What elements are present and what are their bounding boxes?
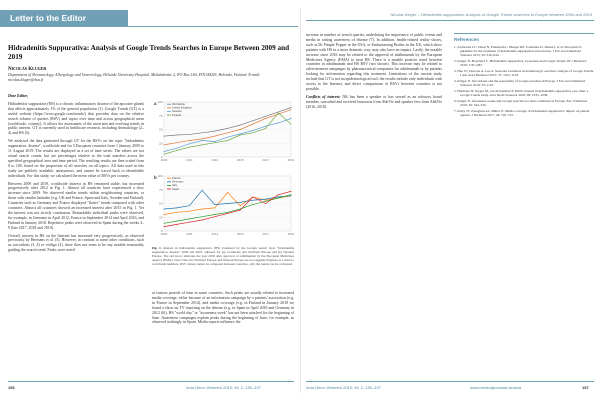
data-point (252, 196, 253, 197)
data-point (176, 150, 177, 151)
footer-right-page (582, 385, 589, 390)
data-point (291, 124, 292, 125)
data-point (252, 200, 253, 201)
data-point (214, 216, 215, 217)
data-point (240, 133, 241, 134)
data-point (176, 135, 177, 136)
data-point (252, 124, 253, 125)
legend-entry: France (172, 176, 181, 180)
chart-panel-a (154, 100, 294, 162)
data-point (189, 211, 190, 212)
y-tick-label: 100 (157, 174, 163, 178)
data-point (240, 125, 241, 126)
page-number-right: 157 (582, 385, 589, 390)
data-point (252, 130, 253, 131)
legend-entry: Finland (172, 112, 182, 117)
body-column-1 (8, 94, 144, 256)
x-tick-label: 2009 (160, 232, 168, 236)
data-point (189, 140, 190, 141)
y-tick-label: 25 (159, 215, 163, 220)
data-point (227, 192, 228, 193)
panel-label: b (154, 175, 157, 180)
y-tick-label: 75 (159, 113, 163, 118)
data-point (227, 203, 228, 204)
data-point (164, 226, 165, 227)
data-point (227, 128, 228, 129)
data-point (265, 126, 266, 127)
footer-rule-right (306, 381, 594, 382)
data-point (189, 205, 190, 206)
data-point (202, 190, 203, 191)
data-point (164, 136, 165, 137)
data-point (278, 111, 279, 112)
data-point (278, 113, 279, 114)
legend-entry: United Kingdom (172, 105, 192, 110)
data-point (214, 131, 215, 132)
conflicts-text: NK has been a speaker or has served as an advisory board member, consulted and received honoraria from AbbVie and speaker fees from AbbVie (2016–2018). (306, 94, 442, 109)
y-tick-label: 0 (160, 155, 163, 159)
y-tick-label: 100 (157, 100, 163, 104)
data-point (291, 107, 292, 108)
data-point (202, 216, 203, 217)
body-column-3 (306, 33, 442, 113)
data-point (164, 151, 165, 152)
reference-item: 1. Zouboulis CC, Desai N, Emtestam L, Hunger RE, Ioannides D, Juhász I, et al. European S1 guideline for the treatment of hidradenitis suppurativa/acne inversa. J Eur Acad Dermatol Venereol 2015; 29: 619–644. (454, 45, 582, 58)
article-author: Nicolas Kluger (8, 67, 47, 72)
data-point (227, 137, 228, 138)
figure-caption (152, 246, 294, 266)
page-number-left: 156 (8, 385, 15, 390)
data-point (265, 118, 266, 119)
data-point (291, 118, 292, 119)
data-point (202, 144, 203, 145)
footer-rule-left (8, 381, 294, 382)
figure-caption-text: Interest in hidradenitis suppurativa (HS) evaluated by the Google search topic "hidradenitis suppurativa, disease" 2009 and 2019, adjusted for (a) worldwide and Northern Europe and (b) Western Europe. The red arrow indicates the year 2016 after approval of adalimumab by the European Medicines Agency (EMA). Note: Data for Northern Europe and Western Europe are not suggested figures as a meal to worldwide numbers. RSV values cannot be compared between countries, only the trends can be compared. (152, 246, 294, 267)
data-point (278, 198, 279, 199)
data-point (227, 132, 228, 133)
reference-item: 7. Kirby JS, Zaenglein AL, Miller JJ. Media coverage of hidradenitis suppurativa: impact on patient queries. J Dermatol 2017; 44: 720–722. (454, 109, 590, 118)
footer-site (470, 385, 521, 390)
data-point (214, 141, 215, 142)
data-point (176, 148, 177, 149)
reference-item: 3. Hsu VJ, Dawson A, Lee A. Seasonal variations in dermatologic searches: analysis of Google Trends. J Am Acad Dermatol 2015; 72: 1102–1103. (454, 69, 594, 78)
data-point (189, 218, 190, 219)
conflicts-lead: Conflicts of interest: (306, 94, 341, 99)
data-point (176, 221, 177, 222)
x-tick-label: 2015 (236, 232, 244, 236)
trends-chart (152, 94, 294, 244)
body-paragraph: Hidradenitis suppurativa (HS) is a chronic inflammatory disease of the apocrine glands that affects approximately 1% of the general population (1). Google Trends (GT) is a useful website (https://www.google.com/trends/) that provides data on the relative search volume of queries (RSV) and topics over time and across geographical areas (worldwide, country). It allows the assessment of the uncertain and evolving trends in public interest. GT is currently used in healthcare research, including dermatology (2–4) and HS (5). (8, 101, 144, 136)
y-tick-label: 0 (160, 229, 163, 233)
data-point (240, 205, 241, 206)
x-tick-label: 2013 (211, 158, 219, 162)
data-point (240, 202, 241, 203)
section-label: Letter to the Editor (0, 10, 128, 27)
data-point (252, 120, 253, 121)
data-point (291, 194, 292, 195)
data-point (164, 144, 165, 145)
data-point (176, 207, 177, 208)
data-point (189, 147, 190, 148)
data-point (214, 204, 215, 205)
references-heading: References (454, 37, 479, 42)
figure-label: Fig. 1. (152, 246, 162, 250)
reference-item: 5. Hermans H, Seyger M, van de Kerkhof P. Public interest in hidradenitis suppurativa over time: a Google Trends study. Acta Derm Venereol 2019; 99: 1035–1036. (454, 89, 589, 98)
salutation: Dear Editor, (8, 94, 28, 98)
body-paragraph: Overall, interest in HS on the Internet has increased very progressively, as observed previously by Hermans et al. (5). However, in contrast to some other conditions, such as sarcoidosis (3, 4) or vitiligo (4), there does not seem to be any notable seasonality guiding the search trend. Peaks were noted (8, 233, 144, 253)
footer-left-journal: Acta Derm Venereol 2019; 99, 2, 156–157 (186, 385, 261, 390)
article-title: Hidradenitis Suppurativa: Analysis of Google Trends Searches in Europe Between 2009 and 2019 (8, 44, 290, 61)
data-point (278, 122, 279, 123)
journal-website-link[interactable]: www.medicaljournals.se/acta (470, 385, 522, 390)
data-point (265, 199, 266, 200)
data-point (291, 191, 292, 192)
x-tick-label: 2009 (160, 158, 168, 162)
data-point (291, 109, 292, 110)
data-point (265, 128, 266, 129)
data-point (164, 214, 165, 215)
data-point (227, 140, 228, 141)
x-tick-label: 2015 (236, 158, 244, 162)
legend-entry: Sweden (172, 109, 183, 114)
chart-panel-b (154, 174, 294, 236)
data-point (202, 138, 203, 139)
x-tick-label: 2011 (186, 158, 193, 162)
footer-left (8, 385, 15, 390)
page-gutter (300, 8, 301, 393)
body-paragraph: increase in number of search queries, underlining the importance of public events and media in raising awareness of disease (7). In addition, health-related reality shows, such as Dr Pimple Popper in the USA, or Embarrassing Bodies in the UK, which show patients with HS in a more dramatic way, may also have an impact. Lastly, the notable increase since 2016 may be related to the approval of adalimumab by the European Medicines Agency (EMA) to treat HS. There is a notable positive trend between countries in adalimumab and HS RSV (not shown). This increase may be related to advertisement campaigns by pharmaceutical companies for adalimumab or by patients looking for information regarding this treatment. Limitations of the current study include that GT is not an epidemiological tool; the results include only individuals with access to the Internet, and direct comparisons of RSVs between countries is not possible. (306, 33, 442, 91)
data-point (278, 196, 279, 197)
author-affiliation: Department of Dermatology, Allergology and Venereology, Helsinki University Hospital, Meilahdentie 2, PO Box 160, FIN-00029, Helsinki, Finland. E-mail: nicolas.kluger@hus.fi (8, 72, 261, 82)
data-point (176, 212, 177, 213)
data-point (265, 200, 266, 201)
data-point (164, 209, 165, 210)
data-point (214, 214, 215, 215)
data-point (265, 203, 266, 204)
data-point (202, 132, 203, 133)
data-point (240, 135, 241, 136)
x-tick-label: 2019 (287, 232, 294, 236)
data-point (291, 195, 292, 196)
body-column-2 (152, 291, 294, 328)
data-point (176, 224, 177, 225)
data-point (227, 213, 228, 214)
header-rule-left (128, 26, 298, 27)
data-point (164, 223, 165, 224)
data-point (214, 207, 215, 208)
x-tick-label: 2017 (262, 232, 269, 236)
data-point (227, 212, 228, 213)
x-tick-label: 2019 (287, 158, 294, 162)
data-point (265, 201, 266, 202)
panel-label: a (154, 101, 157, 106)
data-point (189, 222, 190, 223)
y-tick-label: 75 (159, 187, 163, 192)
reference-item: 4. Kluger N. Sarcoidosis and the seasonality of Google searches in Europe. J Eur Acad Dermatol Venereol 2019; 33: e125. (454, 79, 586, 88)
reference-item: 2. Kluger N, Bouchard C. Hidradenitis suppurativa, awareness and Google Trends. Br J Dermatol 2018; 178: e287. (454, 59, 587, 68)
data-point (202, 220, 203, 221)
legend-entry: Germany (172, 179, 184, 184)
data-point (189, 134, 190, 135)
data-point (202, 140, 203, 141)
x-tick-label: 2013 (211, 232, 219, 236)
data-point (202, 209, 203, 210)
x-tick-label: 2017 (262, 158, 269, 162)
legend-entry: Worldwide (172, 102, 186, 106)
data-point (240, 210, 241, 211)
header-rule-right (306, 20, 594, 21)
data-point (164, 154, 165, 155)
data-point (252, 132, 253, 133)
running-head: Nicolas Kluger – Hidradenitis suppurativa: Analysis of Google Trends searches in Europe between 2009 and 2019 (390, 12, 592, 17)
data-point (252, 204, 253, 205)
x-tick-label: 2011 (186, 232, 193, 236)
references-section (454, 33, 594, 119)
data-point (189, 143, 190, 144)
y-tick-label: 50 (159, 201, 163, 206)
body-paragraph: We analysed the data generated through GT for the RSVs on the topic "hidradenitis suppurativa, disease", worldwide and for 5 European countries from 1 January 2009 to 11 August 2019. The results are displayed as a set of time series. The values are not actual search counts, but are percentages relative to the total searches across the specified geographical area and time period. The resulting results are then scaled from 0 to 100, based on the proportion of all searches on all topics. All data used in this study are publicly available, anonymous, and cannot be traced back to identifiable individuals. For this study, we calculated the mean value of RSVs per country. (8, 139, 144, 178)
legend-entry: Italy (172, 183, 178, 188)
data-point (214, 136, 215, 137)
y-tick-label: 25 (159, 141, 163, 146)
data-point (278, 194, 279, 195)
conflicts-statement (306, 95, 442, 110)
body-paragraph: at various periods of time in some countries. Such peaks are usually related to increased media coverage, either because of an information campaign by a patients' association (e.g. in France in September 2014), and media coverage (e.g. in Finland in January 2018 we found a show on TV reporting on the disease (e.g. in Spain in April 2016 and Germany in 2012 (6)). HS "world day" or "awareness week" has not been attached for the beginning of June. Awareness campaigns explain peaks during the beginning of June, for example, as observed strikingly in Spain. Media reports influence the (152, 291, 294, 325)
reference-item: 6. Kluger N. Awareness weeks and Google searches for skin conditions in Europe. Eur J Dermatol 2019; 29: 344–345. (454, 99, 588, 108)
y-tick-label: 50 (159, 127, 163, 132)
data-point (214, 142, 215, 143)
figure-1 (152, 94, 294, 244)
data-point (176, 142, 177, 143)
data-point (240, 129, 241, 130)
data-point (265, 116, 266, 117)
legend-entry: Spain (172, 186, 180, 191)
body-paragraph: Between 2009 and 2019, worldwide interest in HS remained stable, but increased progressively after 2012 in Fig. 1. Almost all countries have experienced a slow increase since 2009. We observed similar trends within neighbouring countries, or those with similar latitudes (e.g. UK and France, Spain and Italy, Sweden and Finland). Countries such as Germany and France displayed "flatter" trends compared with other countries. Almost all countries showed an increased interest after 2015 in Fig. 1. Yet the interest was not strictly continuous. Remarkable individual peaks were observed, for example, in Germany in April 2012, France in September 2014 and April 2016, and Finland in January 2018. Repetitive peaks were observed in Spain during the weeks 3–9 (late 2017, 2018 and 2019). (8, 181, 144, 230)
footer-right-journal: Acta Derm Venereol 2019; 99, 2, 156–157 (306, 385, 381, 390)
